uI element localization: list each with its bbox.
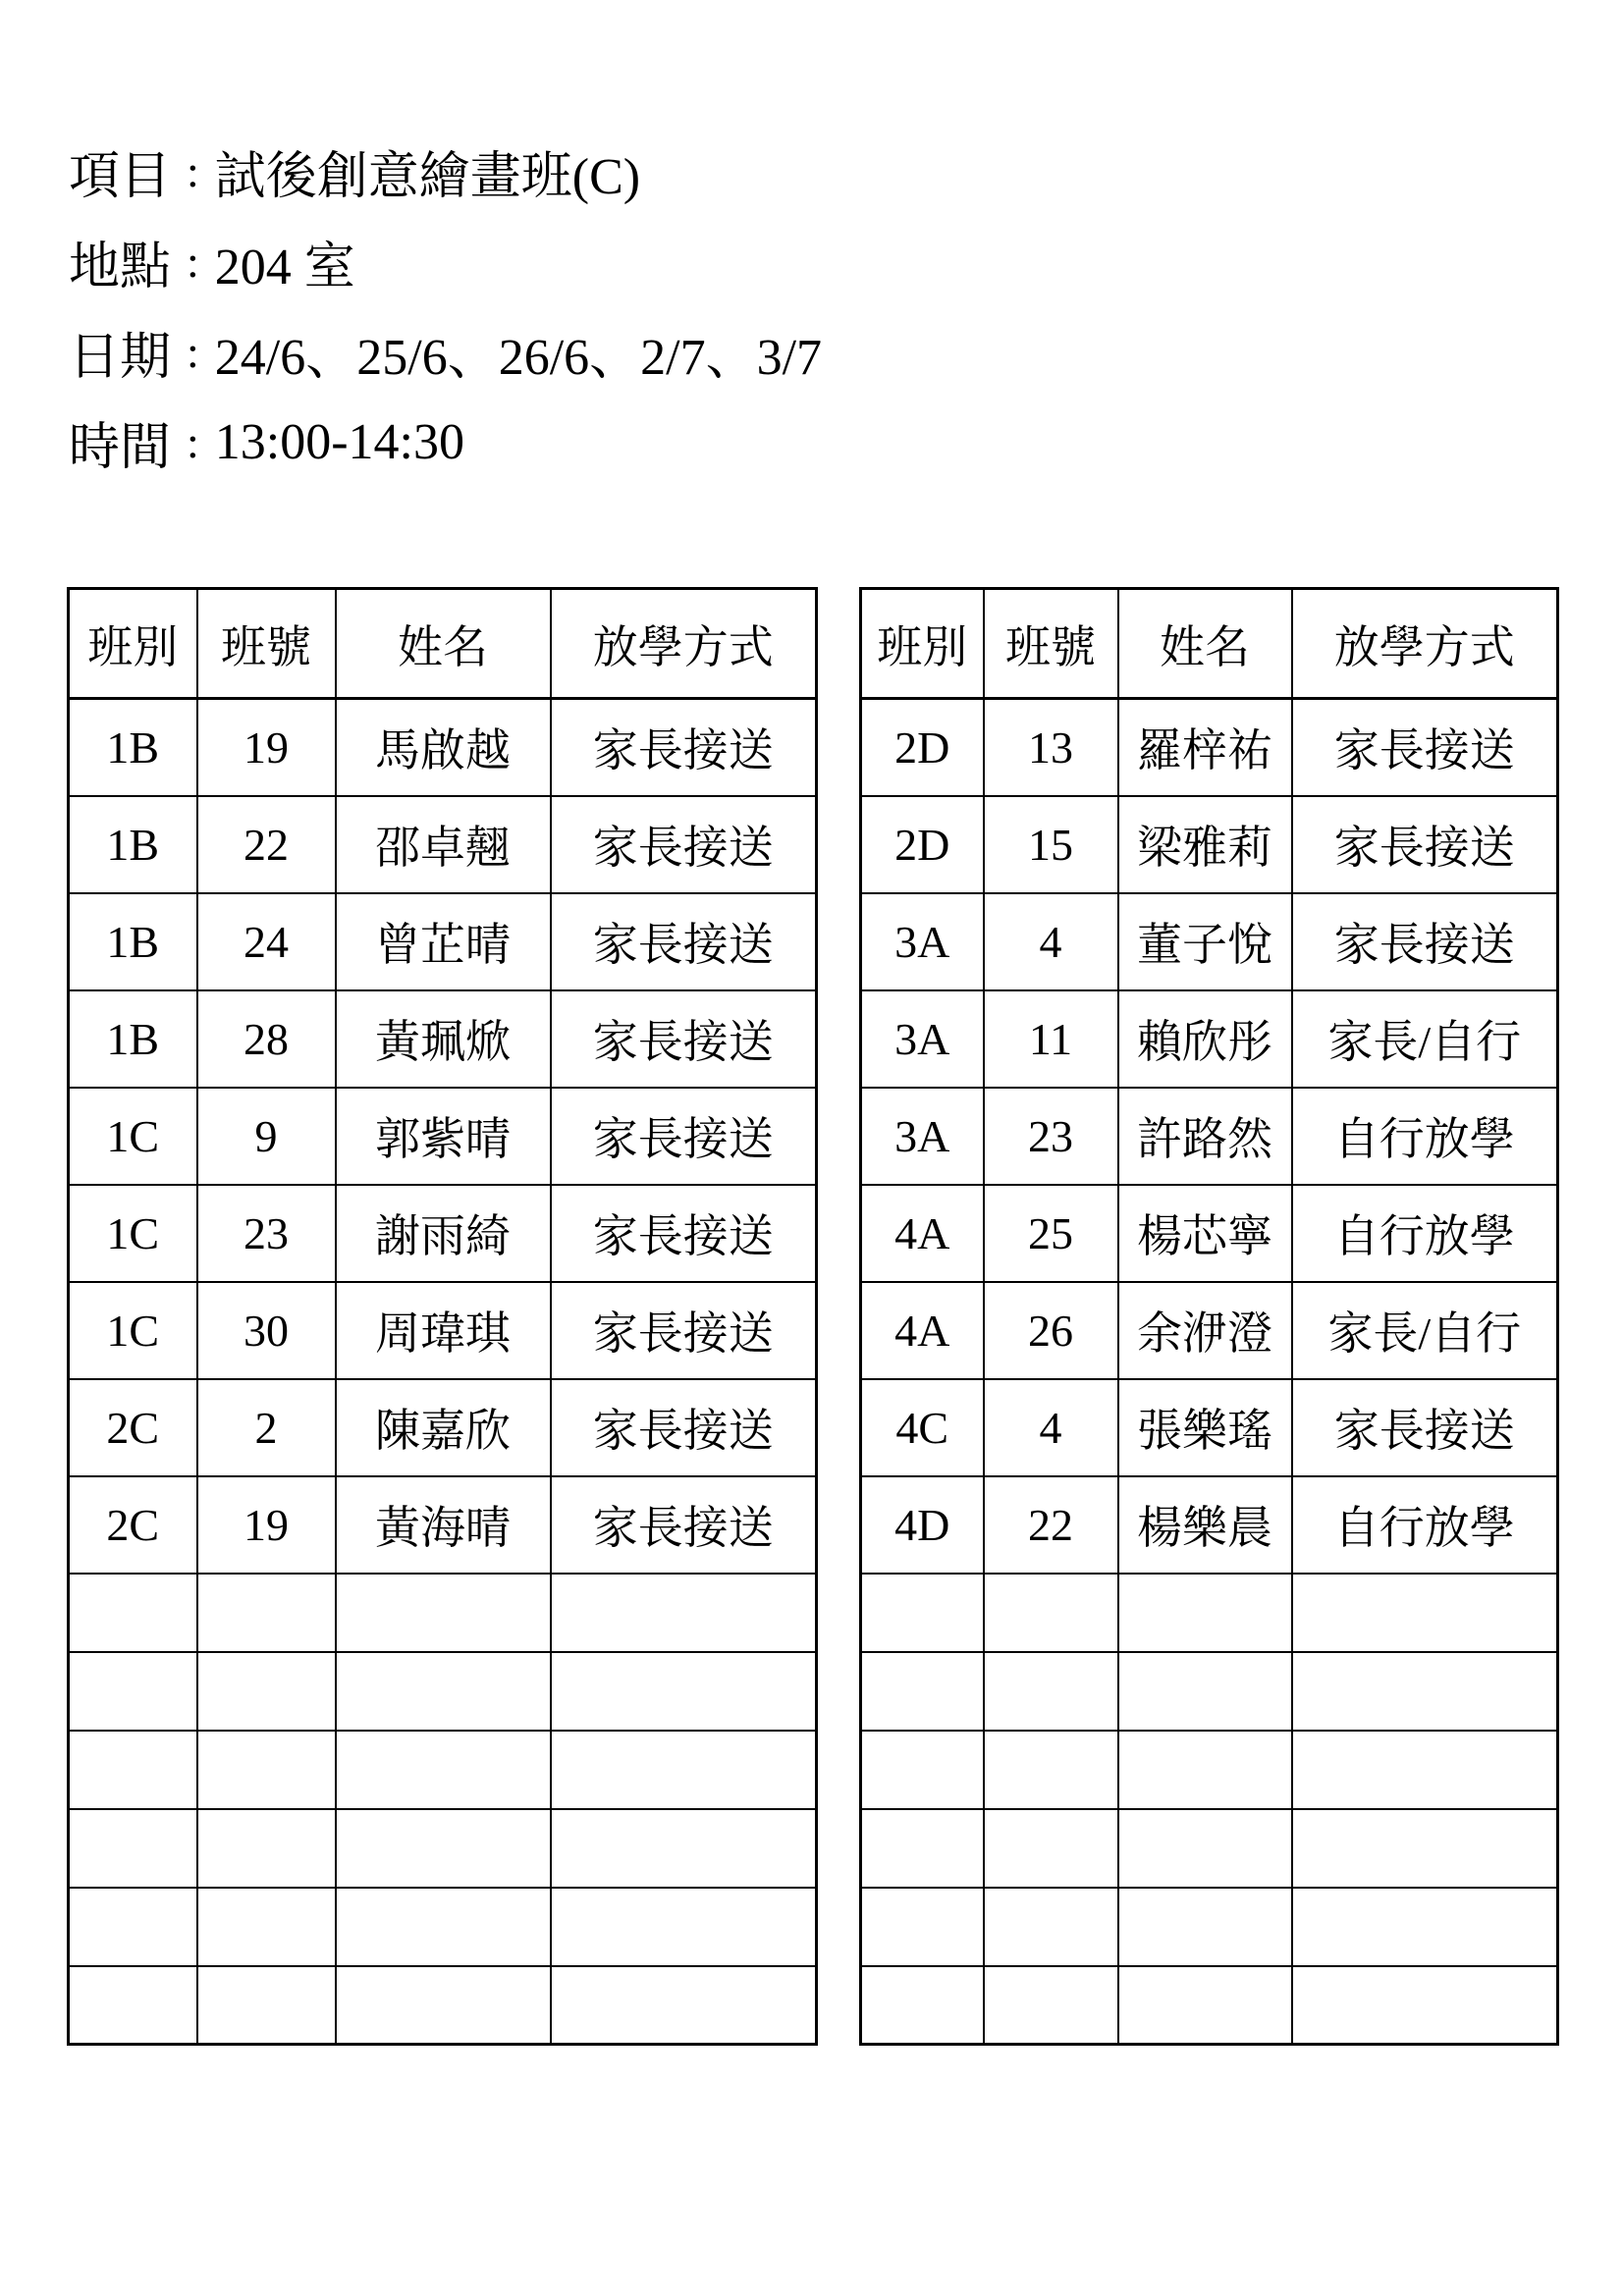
- empty-row: [861, 1731, 1558, 1809]
- class-cell: 3A: [861, 893, 984, 990]
- number-cell: 11: [984, 990, 1118, 1088]
- empty-cell: [551, 1809, 817, 1888]
- empty-cell: [861, 1888, 984, 1966]
- column-header-dismissal: 放學方式: [551, 589, 817, 699]
- number-cell: 2: [197, 1379, 336, 1476]
- date-label: 日期: [69, 329, 172, 386]
- class-cell: 1B: [69, 893, 197, 990]
- empty-cell: [336, 1888, 551, 1966]
- empty-cell: [984, 1809, 1118, 1888]
- empty-row: [861, 1966, 1558, 2045]
- number-cell: 9: [197, 1088, 336, 1185]
- empty-cell: [197, 1809, 336, 1888]
- dismissal-cell: 家長/自行: [1292, 990, 1558, 1088]
- class-cell: 2D: [861, 699, 984, 796]
- project-line: [69, 126, 822, 216]
- empty-row: [69, 1966, 817, 2045]
- time-value: 13:00-14:30: [214, 413, 465, 470]
- class-cell: 1B: [69, 796, 197, 893]
- empty-cell: [197, 1652, 336, 1731]
- project-value: 試後創意繪畫班(C): [214, 148, 641, 205]
- empty-cell: [1118, 1574, 1292, 1652]
- empty-cell: [197, 1731, 336, 1809]
- empty-cell: [1118, 1652, 1292, 1731]
- name-cell: 黃海晴: [336, 1476, 551, 1574]
- dismissal-cell: 家長接送: [551, 1185, 817, 1282]
- class-cell: 4C: [861, 1379, 984, 1476]
- empty-cell: [1292, 1966, 1558, 2045]
- dismissal-cell: 自行放學: [1292, 1185, 1558, 1282]
- dismissal-cell: 家長接送: [1292, 1379, 1558, 1476]
- number-cell: 24: [197, 893, 336, 990]
- empty-cell: [984, 1966, 1118, 2045]
- empty-cell: [69, 1966, 197, 2045]
- table-row: [69, 1379, 817, 1476]
- dismissal-cell: 家長接送: [551, 1379, 817, 1476]
- number-cell: 19: [197, 699, 336, 796]
- table-row: [69, 1282, 817, 1379]
- location-label: 地點: [69, 239, 172, 295]
- dismissal-cell: 家長接送: [551, 893, 817, 990]
- dismissal-cell: 家長接送: [1292, 893, 1558, 990]
- column-header-class: 班別: [69, 589, 197, 699]
- class-cell: 4D: [861, 1476, 984, 1574]
- table-row: [861, 1476, 1558, 1574]
- empty-row: [69, 1809, 817, 1888]
- empty-row: [69, 1888, 817, 1966]
- empty-cell: [1118, 1888, 1292, 1966]
- class-cell: 1B: [69, 990, 197, 1088]
- empty-cell: [1292, 1809, 1558, 1888]
- empty-cell: [69, 1652, 197, 1731]
- empty-row: [861, 1652, 1558, 1731]
- column-header-dismissal: 放學方式: [1292, 589, 1558, 699]
- dismissal-cell: 家長接送: [551, 1476, 817, 1574]
- class-cell: 1C: [69, 1185, 197, 1282]
- dismissal-cell: 家長/自行: [1292, 1282, 1558, 1379]
- time-label: 時間: [69, 419, 172, 476]
- class-cell: 3A: [861, 990, 984, 1088]
- empty-cell: [861, 1809, 984, 1888]
- empty-cell: [69, 1731, 197, 1809]
- table-row: [861, 893, 1558, 990]
- table-row: [861, 796, 1558, 893]
- empty-row: [69, 1731, 817, 1809]
- empty-cell: [1118, 1731, 1292, 1809]
- table-row: [69, 796, 817, 893]
- class-cell: 1C: [69, 1282, 197, 1379]
- empty-cell: [336, 1731, 551, 1809]
- empty-cell: [197, 1888, 336, 1966]
- empty-cell: [1292, 1574, 1558, 1652]
- empty-cell: [551, 1574, 817, 1652]
- empty-cell: [69, 1809, 197, 1888]
- empty-cell: [861, 1652, 984, 1731]
- number-cell: 4: [984, 1379, 1118, 1476]
- empty-cell: [861, 1731, 984, 1809]
- table-row: [861, 699, 1558, 796]
- name-cell: 余洢澄: [1118, 1282, 1292, 1379]
- class-info-block: [69, 126, 822, 487]
- class-cell: 1C: [69, 1088, 197, 1185]
- dismissal-cell: 自行放學: [1292, 1476, 1558, 1574]
- name-cell: 黃珮焮: [336, 990, 551, 1088]
- empty-cell: [336, 1652, 551, 1731]
- number-cell: 19: [197, 1476, 336, 1574]
- number-cell: 15: [984, 796, 1118, 893]
- table-row: [69, 1088, 817, 1185]
- name-cell: 周瑋琪: [336, 1282, 551, 1379]
- dismissal-cell: 家長接送: [551, 1282, 817, 1379]
- empty-cell: [984, 1574, 1118, 1652]
- class-cell: 4A: [861, 1282, 984, 1379]
- location-value: 204 室: [214, 239, 355, 295]
- empty-cell: [336, 1966, 551, 2045]
- student-table-left: [67, 587, 818, 2046]
- table-row: [69, 990, 817, 1088]
- location-line: [69, 216, 822, 306]
- number-cell: 25: [984, 1185, 1118, 1282]
- number-cell: 22: [984, 1476, 1118, 1574]
- number-cell: 30: [197, 1282, 336, 1379]
- empty-row: [69, 1652, 817, 1731]
- number-cell: 4: [984, 893, 1118, 990]
- empty-cell: [551, 1966, 817, 2045]
- empty-row: [861, 1809, 1558, 1888]
- table-row: [69, 1185, 817, 1282]
- column-header-name: 姓名: [1118, 589, 1292, 699]
- empty-cell: [861, 1966, 984, 2045]
- class-cell: 4A: [861, 1185, 984, 1282]
- table-row: [861, 1185, 1558, 1282]
- table-row: [861, 1088, 1558, 1185]
- project-label: 項目: [69, 148, 172, 205]
- number-cell: 22: [197, 796, 336, 893]
- colon-separator: :: [187, 145, 199, 196]
- class-cell: 3A: [861, 1088, 984, 1185]
- table-row: [861, 1282, 1558, 1379]
- student-table-right: [859, 587, 1559, 2046]
- class-cell: 2D: [861, 796, 984, 893]
- empty-cell: [197, 1574, 336, 1652]
- empty-cell: [861, 1574, 984, 1652]
- number-cell: 23: [197, 1185, 336, 1282]
- empty-row: [861, 1888, 1558, 1966]
- name-cell: 馬啟越: [336, 699, 551, 796]
- dismissal-cell: 家長接送: [1292, 699, 1558, 796]
- dismissal-cell: 家長接送: [551, 1088, 817, 1185]
- empty-row: [861, 1574, 1558, 1652]
- empty-cell: [984, 1652, 1118, 1731]
- colon-separator: :: [187, 416, 199, 467]
- column-header-number: 班號: [197, 589, 336, 699]
- table-row: [861, 1379, 1558, 1476]
- date-line: [69, 306, 822, 397]
- column-header-number: 班號: [984, 589, 1118, 699]
- empty-cell: [1292, 1731, 1558, 1809]
- class-cell: 1B: [69, 699, 197, 796]
- empty-cell: [1118, 1966, 1292, 2045]
- name-cell: 羅梓祐: [1118, 699, 1292, 796]
- column-header-class: 班別: [861, 589, 984, 699]
- empty-cell: [1292, 1652, 1558, 1731]
- dismissal-cell: 家長接送: [551, 990, 817, 1088]
- colon-separator: :: [187, 236, 199, 287]
- empty-cell: [1118, 1809, 1292, 1888]
- empty-cell: [984, 1888, 1118, 1966]
- empty-row: [69, 1574, 817, 1652]
- table-row: [69, 699, 817, 796]
- name-cell: 郭紫晴: [336, 1088, 551, 1185]
- column-header-name: 姓名: [336, 589, 551, 699]
- dismissal-cell: 家長接送: [551, 796, 817, 893]
- empty-cell: [1292, 1888, 1558, 1966]
- name-cell: 陳嘉欣: [336, 1379, 551, 1476]
- dismissal-cell: 自行放學: [1292, 1088, 1558, 1185]
- empty-cell: [69, 1574, 197, 1652]
- class-cell: 2C: [69, 1476, 197, 1574]
- number-cell: 28: [197, 990, 336, 1088]
- name-cell: 楊芯寧: [1118, 1185, 1292, 1282]
- name-cell: 謝雨綺: [336, 1185, 551, 1282]
- name-cell: 許路然: [1118, 1088, 1292, 1185]
- dismissal-cell: 家長接送: [551, 699, 817, 796]
- empty-cell: [551, 1888, 817, 1966]
- empty-cell: [551, 1731, 817, 1809]
- name-cell: 邵卓翹: [336, 796, 551, 893]
- name-cell: 賴欣彤: [1118, 990, 1292, 1088]
- name-cell: 曾芷晴: [336, 893, 551, 990]
- number-cell: 23: [984, 1088, 1118, 1185]
- name-cell: 張樂瑤: [1118, 1379, 1292, 1476]
- table-row: [69, 1476, 817, 1574]
- empty-cell: [984, 1731, 1118, 1809]
- empty-cell: [551, 1652, 817, 1731]
- name-cell: 梁雅莉: [1118, 796, 1292, 893]
- name-cell: 董子悅: [1118, 893, 1292, 990]
- class-cell: 2C: [69, 1379, 197, 1476]
- empty-cell: [336, 1574, 551, 1652]
- number-cell: 13: [984, 699, 1118, 796]
- colon-separator: :: [187, 326, 199, 377]
- dismissal-cell: 家長接送: [1292, 796, 1558, 893]
- table-row: [861, 990, 1558, 1088]
- empty-cell: [69, 1888, 197, 1966]
- name-cell: 楊樂晨: [1118, 1476, 1292, 1574]
- empty-cell: [336, 1809, 551, 1888]
- table-row: [69, 893, 817, 990]
- header-row: [69, 589, 817, 699]
- time-line: [69, 397, 822, 487]
- header-row: [861, 589, 1558, 699]
- date-value: 24/6、25/6、26/6、2/7、3/7: [214, 329, 823, 386]
- empty-cell: [197, 1966, 336, 2045]
- number-cell: 26: [984, 1282, 1118, 1379]
